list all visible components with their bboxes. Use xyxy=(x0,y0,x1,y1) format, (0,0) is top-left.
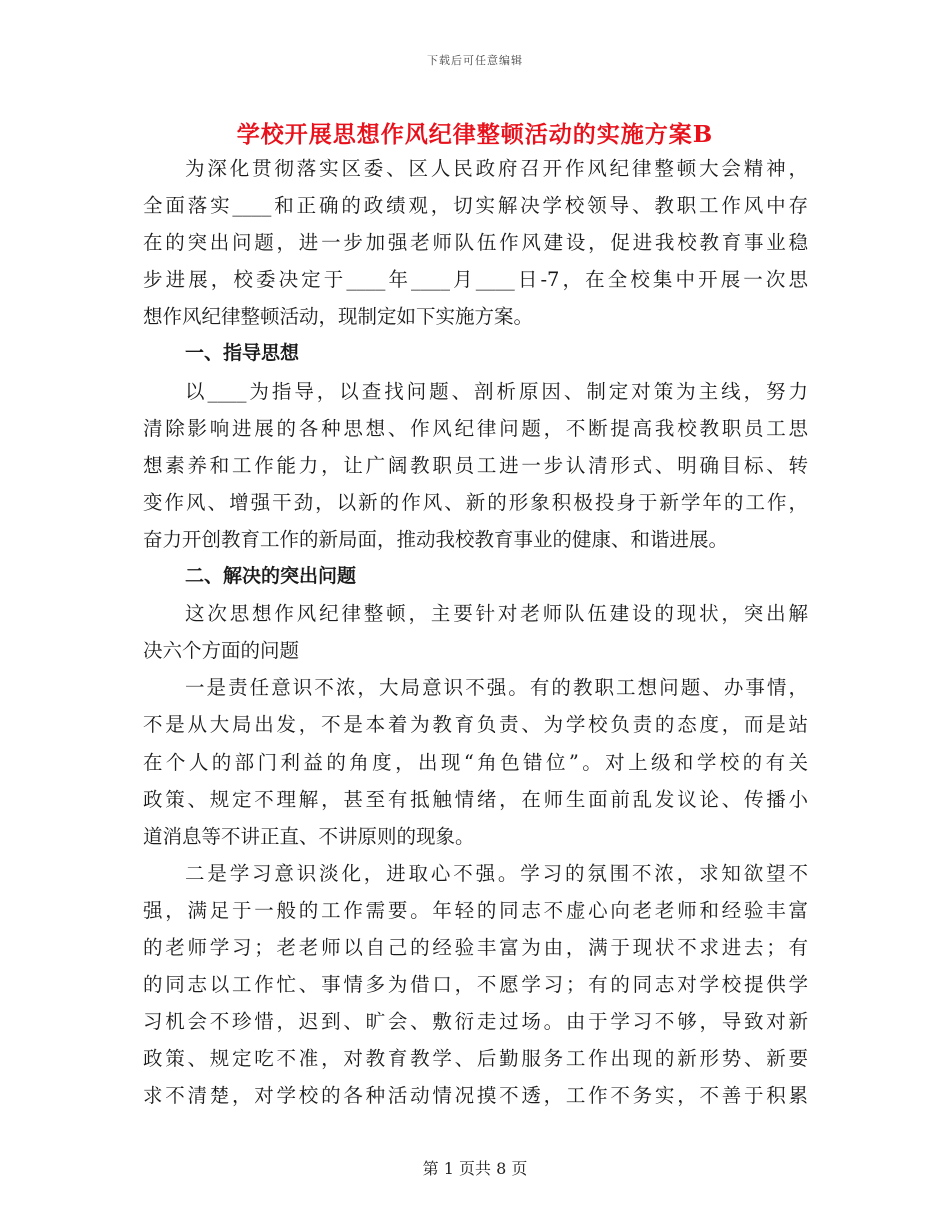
page-footer: 第 1 页共 8 页 xyxy=(422,1159,528,1178)
paragraph-line: 政策、规定不理解，甚至有抵触情绪，在师生面前乱发议论、传播小 xyxy=(143,787,808,811)
section-heading: 一、指导思想 xyxy=(185,342,300,365)
paragraph-line: 全面落实____和正确的政绩观，切实解决学校领导、教职工作风中存 xyxy=(143,194,808,218)
document-body xyxy=(143,150,808,1114)
paragraph-line: 的同志以工作忙、事情多为借口，不愿学习；有的同志对学校提供学 xyxy=(143,973,808,997)
paragraph-line: 二是学习意识淡化，进取心不强。学习的氛围不浓，求知欲望不 xyxy=(185,861,808,885)
paragraph-line: 清除影响进展的各种思想、作风纪律问题，不断提高我校教职员工思 xyxy=(143,416,808,440)
paragraph-line: 想素养和工作能力，让广阔教职员工进一步认清形式、明确目标、转 xyxy=(143,453,808,477)
paragraph-line: 在个人的部门利益的角度，出现“角色错位”。对上级和学校的有关 xyxy=(143,750,808,774)
paragraph-line: 道消息等不讲正直、不讲原则的现象。 xyxy=(143,824,475,848)
paragraph-line: 不是从大局出发，不是本着为教育负责、为学校负责的态度，而是站 xyxy=(143,713,808,737)
paragraph-line: 以____为指导，以查找问题、剖析原因、制定对策为主线，努力 xyxy=(185,379,808,403)
page-header-note: 下载后可任意编辑 xyxy=(427,54,523,67)
section-heading: 二、解决的突出问题 xyxy=(185,565,357,588)
paragraph-line: 奋力开创教育工作的新局面，推动我校教育事业的健康、和谐进展。 xyxy=(143,527,729,551)
paragraph-line: 强，满足于一般的工作需要。年轻的同志不虚心向老老师和经验丰富 xyxy=(143,898,808,922)
paragraph-line: 求不清楚，对学校的各种活动情况摸不透，工作不务实，不善于积累 xyxy=(143,1084,808,1108)
paragraph-line: 步进展，校委决定于____年____月____日-7，在全校集中开展一次思 xyxy=(143,268,808,292)
paragraph-line: 变作风、增强干劲，以新的作风、新的形象积极投身于新学年的工作， xyxy=(143,490,808,514)
paragraph-line: 这次思想作风纪律整顿，主要针对老师队伍建设的现状，突出解 xyxy=(185,602,808,626)
paragraph-line: 一是责任意识不浓，大局意识不强。有的教职工想问题、办事情， xyxy=(185,676,808,700)
paragraph-line: 习机会不珍惜，迟到、旷会、敷衍走过场。由于学习不够，导致对新 xyxy=(143,1010,808,1034)
paragraph-line: 在的突出问题，进一步加强老师队伍作风建设，促进我校教育事业稳 xyxy=(143,231,808,255)
paragraph-line: 决六个方面的问题 xyxy=(143,639,300,663)
document-title: 学校开展思想作风纪律整顿活动的实施方案B xyxy=(236,121,714,148)
paragraph-line: 政策、规定吃不准，对教育教学、后勤服务工作出现的新形势、新要 xyxy=(143,1047,808,1071)
paragraph-line: 为深化贯彻落实区委、区人民政府召开作风纪律整顿大会精神， xyxy=(185,157,808,180)
paragraph-line: 的老师学习；老老师以自己的经验丰富为由，满于现状不求进去；有 xyxy=(143,935,808,959)
paragraph-line: 想作风纪律整顿活动，现制定如下实施方案。 xyxy=(143,305,534,329)
